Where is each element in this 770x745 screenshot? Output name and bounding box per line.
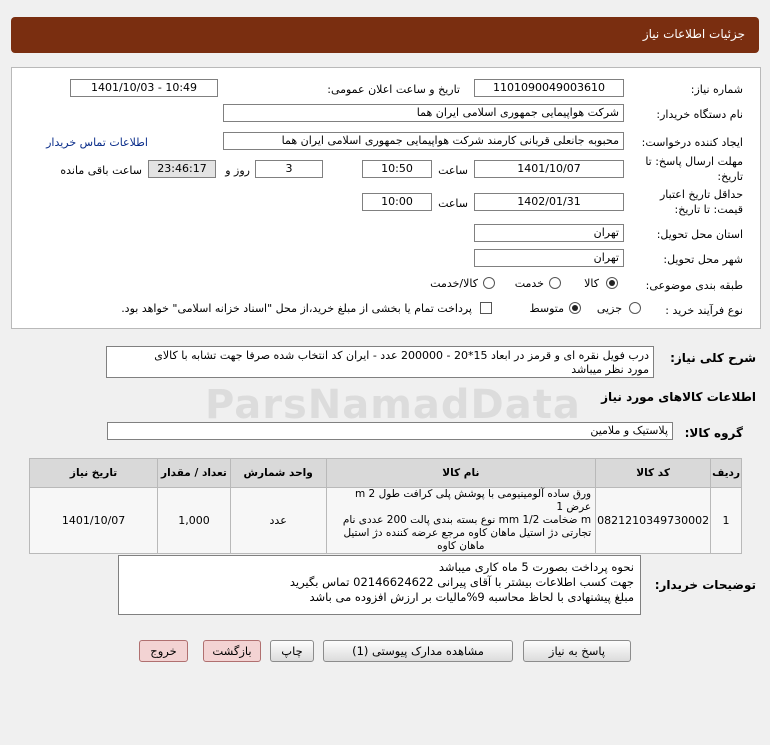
buyer-notes-box xyxy=(118,555,641,615)
goods-section-title: اطلاعات کالاهای مورد نیاز xyxy=(601,390,756,404)
col-code: کد کالا xyxy=(596,459,711,488)
purchase-minor-label: جزیی xyxy=(596,302,622,315)
col-date: تاریخ نیاز xyxy=(30,459,158,488)
payment-note: پرداخت تمام یا بخشی از مبلغ خرید،از محل "اسناد خزانه اسلامی" خواهد بود. xyxy=(121,302,472,315)
deadline-time-label: ساعت xyxy=(438,164,468,177)
cell-row: 1 xyxy=(711,488,742,554)
deadline-time-field: 10:50 xyxy=(362,160,432,178)
days-label: روز و xyxy=(225,164,250,177)
remaining-time-field: 23:46:17 xyxy=(148,160,216,178)
need-number-label: شماره نیاز: xyxy=(690,83,743,96)
announce-label: تاریخ و ساعت اعلان عمومی: xyxy=(327,83,460,96)
buyer-notes-line-1: نحوه پرداخت بصورت 5 ماه کاری میباشد xyxy=(438,560,634,574)
goods-group-label: گروه کالا: xyxy=(684,426,743,440)
cell-name-line-1: ورق ساده آلومینیومی با پوشش پلی کرافت طول m 2 عرض 1 xyxy=(354,488,592,513)
category-both-label: کالا/خدمت xyxy=(430,277,478,290)
watermark-text: ParsNamadData xyxy=(205,382,581,428)
deadline-label-2: تاریخ: xyxy=(717,170,743,183)
page-title: جزئیات اطلاعات نیاز xyxy=(642,27,745,41)
validity-label-2: قیمت: تا تاریخ: xyxy=(674,203,743,216)
cell-name-line-2: m ضخامت mm 1/2 نوع بسته بندی پالت 200 عددی نام xyxy=(342,514,592,526)
buyer-field: شرکت هواپیمایی جمهوری اسلامی ایران هما xyxy=(223,104,624,122)
category-both-radio[interactable] xyxy=(483,277,495,289)
purchase-minor-radio[interactable] xyxy=(629,302,641,314)
page-header xyxy=(11,17,759,53)
city-field: تهران xyxy=(474,249,624,267)
summary-line-2: مورد نظر میباشد xyxy=(571,363,649,376)
cell-date: 1401/10/07 xyxy=(30,488,158,554)
need-number-field: 1101090049003610 xyxy=(474,79,624,97)
city-label: شهر محل تحویل: xyxy=(663,253,743,266)
goods-table-header xyxy=(30,459,742,488)
days-field: 3 xyxy=(255,160,323,178)
col-name: نام کالا xyxy=(326,459,596,488)
exit-button[interactable]: خروج xyxy=(139,640,188,662)
announce-field: 1401/10/03 - 10:49 xyxy=(70,79,218,97)
cell-code: 0821210349730002 xyxy=(596,488,711,554)
validity-label-1: حداقل تاریخ اعتبار xyxy=(659,188,743,201)
purchase-medium-label: متوسط xyxy=(529,302,564,315)
category-service-radio[interactable] xyxy=(549,277,561,289)
summary-box xyxy=(106,346,654,378)
cell-name xyxy=(326,488,596,554)
cell-unit: عدد xyxy=(230,488,326,554)
buyer-notes-line-2: جهت کسب اطلاعات بیشتر با آقای پیرانی 02146624622 تماس بگیرید xyxy=(289,575,634,589)
attachments-button[interactable]: مشاهده مدارک پیوستی (1) xyxy=(323,640,513,662)
remaining-label: ساعت باقی مانده xyxy=(60,164,142,177)
summary-label: شرح کلی نیاز: xyxy=(670,351,756,365)
back-button[interactable]: بازگشت xyxy=(203,640,261,662)
reply-button[interactable]: پاسخ به نیاز xyxy=(523,640,631,662)
purchase-type-label: نوع فرآیند خرید : xyxy=(665,304,743,317)
cell-name-line-4: ماهان کاوه xyxy=(437,540,485,552)
buyer-notes-label: توضیحات خریدار: xyxy=(654,578,756,592)
col-row: ردیف xyxy=(711,459,742,488)
goods-group-field: پلاستیک و ملامین xyxy=(107,422,673,440)
validity-time-field: 10:00 xyxy=(362,193,432,211)
contact-info-link[interactable]: اطلاعات تماس خریدار xyxy=(46,136,148,149)
treasury-checkbox[interactable] xyxy=(480,302,492,314)
buyer-notes-line-3: مبلغ پیشنهادی با لحاظ محاسبه 9%مالیات بر ارزش افزوده می باشد xyxy=(309,590,634,604)
print-button[interactable]: چاپ xyxy=(270,640,314,662)
province-field: تهران xyxy=(474,224,624,242)
cell-quantity: 1,000 xyxy=(158,488,231,554)
table-row xyxy=(30,488,742,554)
cell-name-line-3: تجارتی دژ استیل ماهان کاوه مرجع عرضه کننده دژ استیل xyxy=(343,527,592,539)
category-service-label: خدمت xyxy=(514,277,544,290)
category-label: طبقه بندی موضوعی: xyxy=(645,279,743,292)
category-goods-radio[interactable] xyxy=(606,277,618,289)
col-unit: واحد شمارش xyxy=(230,459,326,488)
creator-field: محبوبه جانعلی قربانی کارمند شرکت هواپیمایی جمهوری اسلامی ایران هما xyxy=(223,132,624,150)
buyer-label: نام دستگاه خریدار: xyxy=(656,108,743,121)
validity-time-label: ساعت xyxy=(438,197,468,210)
creator-label: ایجاد کننده درخواست: xyxy=(641,136,743,149)
deadline-label-1: مهلت ارسال پاسخ: تا xyxy=(645,155,743,168)
province-label: استان محل تحویل: xyxy=(656,228,743,241)
deadline-date-field: 1401/10/07 xyxy=(474,160,624,178)
goods-table xyxy=(29,458,742,554)
category-goods-label: کالا xyxy=(584,277,599,290)
purchase-medium-radio[interactable] xyxy=(569,302,581,314)
validity-date-field: 1402/01/31 xyxy=(474,193,624,211)
col-quantity: تعداد / مقدار xyxy=(158,459,231,488)
summary-line-1: درب فویل نقره ای و قرمز در ابعاد 15*20 - 200000 عدد - ایران کد انتخاب شده صرفا جهت تشابه با کالای xyxy=(154,349,649,362)
